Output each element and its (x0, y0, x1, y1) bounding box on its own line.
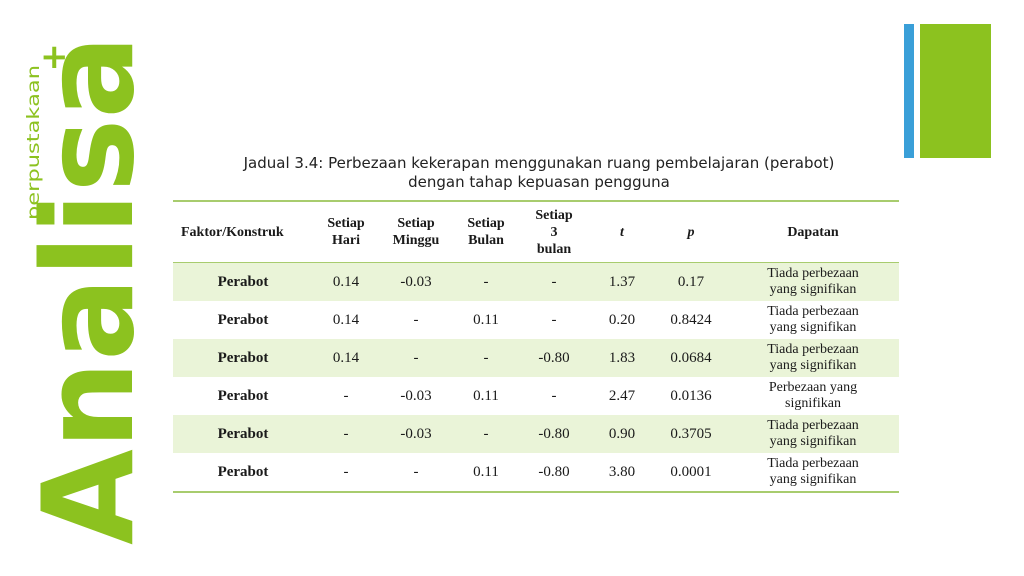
header-text: Setiap (397, 216, 435, 231)
cell-setiap-3-bulan: - (519, 263, 589, 302)
cell-setiap-hari: 0.14 (313, 339, 379, 377)
table-caption (175, 154, 903, 192)
cell-setiap-bulan: 0.11 (473, 463, 499, 480)
cell-dapatan (727, 263, 899, 302)
dapatan-text: Tiada perbezaan (767, 418, 859, 433)
cell-dapatan (727, 301, 899, 339)
dapatan-text: yang signifikan (769, 472, 857, 487)
dapatan-text: signifikan (785, 396, 841, 411)
cell-setiap-minggu: -0.03 (379, 263, 453, 302)
cell-p: 0.8424 (670, 311, 712, 328)
cell-setiap-3-bulan: -0.80 (519, 339, 589, 377)
header-setiap-minggu (379, 201, 453, 263)
table-row (173, 301, 899, 339)
header-setiap-bulan (453, 201, 519, 263)
header-text: bulan (536, 241, 572, 257)
cell-setiap-bulan: 0.11 (473, 311, 499, 328)
brand-plus: + (40, 37, 69, 77)
cell-setiap-3-bulan: -0.80 (538, 463, 570, 480)
cell-setiap-hari: - (343, 463, 349, 480)
cell-t: 0.90 (589, 415, 655, 453)
cell-setiap-hari: - (313, 415, 379, 453)
cell-p: 0.0136 (670, 387, 712, 404)
cell-setiap-bulan: - (453, 339, 519, 377)
cell-setiap-minggu: -0.03 (379, 415, 453, 453)
table-row (173, 377, 899, 415)
cell-dapatan (727, 377, 899, 415)
cell-setiap-3-bulan: - (551, 311, 557, 328)
dapatan-text: yang signifikan (769, 282, 857, 297)
dapatan-text: yang signifikan (769, 320, 857, 335)
header-text: Hari (332, 233, 360, 248)
header-text: 3 (550, 224, 558, 240)
header-setiap-hari (313, 201, 379, 263)
header-text: Setiap (467, 216, 505, 231)
cell-p: 0.0001 (670, 463, 712, 480)
cell-setiap-bulan: 0.11 (473, 387, 499, 404)
cell-setiap-minggu: - (413, 311, 419, 328)
brand-word: Analisa (20, 30, 140, 545)
dapatan-text: Tiada perbezaan (767, 342, 859, 357)
dapatan-text: Tiada perbezaan (767, 266, 859, 281)
cell-faktor: Perabot (173, 263, 313, 302)
header-t: t (589, 201, 655, 263)
accent-bar-blue (904, 24, 914, 158)
cell-faktor: Perabot (217, 387, 269, 404)
table-row (173, 339, 899, 377)
cell-setiap-minggu: - (413, 463, 419, 480)
table-row (173, 453, 899, 492)
cell-faktor: Perabot (173, 339, 313, 377)
cell-setiap-minggu: -0.03 (400, 387, 432, 404)
cell-dapatan (727, 415, 899, 453)
dapatan-text: yang signifikan (769, 434, 857, 449)
cell-setiap-minggu: - (379, 339, 453, 377)
cell-setiap-bulan: - (453, 263, 519, 302)
header-p: p (655, 201, 727, 263)
cell-t: 3.80 (608, 463, 636, 480)
table-row (173, 415, 899, 453)
cell-dapatan (727, 453, 899, 492)
cell-faktor: Perabot (217, 311, 269, 328)
brand-logo-graphic (20, 30, 140, 545)
cell-setiap-hari: - (343, 387, 349, 404)
caption-line-1: Jadual 3.4: Perbezaan kekerapan menggunakan ruang pembelajaran (perabot) (243, 154, 835, 172)
header-dapatan: Dapatan (727, 201, 899, 263)
caption-line-2: dengan tahap kepuasan pengguna (408, 173, 670, 191)
cell-p: 0.0684 (655, 339, 727, 377)
cell-p: 0.3705 (655, 415, 727, 453)
cell-setiap-hari: 0.14 (332, 311, 360, 328)
cell-t: 0.20 (608, 311, 636, 328)
table-row (173, 263, 899, 302)
brand-logo (20, 30, 140, 545)
cell-faktor: Perabot (173, 415, 313, 453)
results-table (173, 200, 899, 493)
header-text: Setiap (327, 216, 365, 231)
cell-faktor: Perabot (217, 463, 269, 480)
dapatan-text: Perbezaan yang (768, 380, 858, 395)
cell-setiap-3-bulan: - (551, 387, 557, 404)
header-faktor: Faktor/Konstruk (173, 201, 313, 263)
cell-t: 2.47 (608, 387, 636, 404)
dapatan-text: yang signifikan (769, 358, 857, 373)
cell-dapatan (727, 339, 899, 377)
accent-block-green (920, 24, 991, 158)
cell-setiap-hari: 0.14 (313, 263, 379, 302)
dapatan-text: Tiada perbezaan (767, 456, 859, 471)
cell-setiap-bulan: - (453, 415, 519, 453)
cell-t: 1.37 (589, 263, 655, 302)
cell-setiap-3-bulan: -0.80 (519, 415, 589, 453)
header-text: Setiap (535, 207, 573, 223)
cell-p: 0.17 (655, 263, 727, 302)
brand-subword: perpustakaan (24, 103, 44, 220)
dapatan-text: Tiada perbezaan (767, 304, 859, 319)
table-header-row (173, 201, 899, 263)
header-setiap-3-bulan (519, 201, 589, 263)
header-text: Bulan (468, 233, 504, 248)
header-text: Minggu (392, 233, 440, 248)
cell-t: 1.83 (589, 339, 655, 377)
